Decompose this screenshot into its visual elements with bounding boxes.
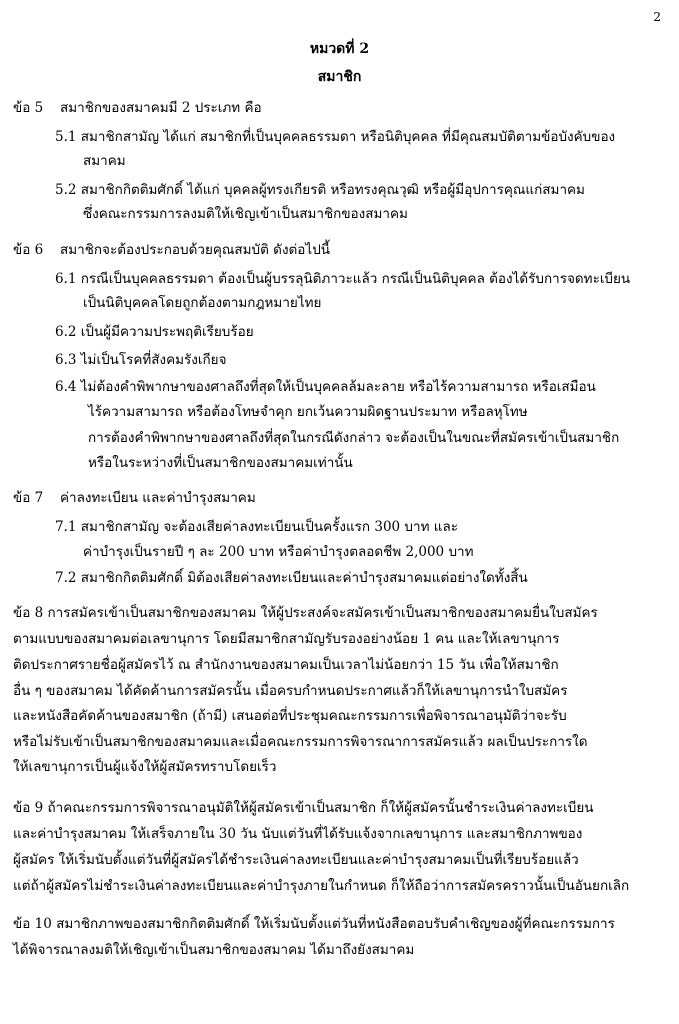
section-9-line-1-text: ข้อ 9 ถ้าคณะกรรมการพิจารณาอนุมัติให้ผู้สมัครเข้าเป็นสมาชิก ก็ให้ผู้สมัครนั้นชำระเงินค่าลงทะเบียน bbox=[13, 800, 594, 816]
section-7-heading-text: ค่าลงทะเบียน และค่าบำรุงสมาคม bbox=[60, 490, 256, 506]
section-6-4-line-2-text: ไร้ความสามารถ หรือต้องโทษจำคุก ยกเว้นความผิดฐานประมาท หรือลหุโทษ bbox=[88, 404, 528, 420]
section-5-heading bbox=[60, 99, 262, 117]
section-6-heading-text: สมาชิกจะต้องประกอบด้วยคุณสมบัติ ดังต่อไปนี้ bbox=[60, 242, 331, 258]
section-6-4-line-3-text: การต้องคำพิพากษาของศาลถึงที่สุดในกรณีดังกล่าว จะต้องเป็นในขณะที่สมัครเข้าเป็นสมาชิก bbox=[88, 430, 620, 446]
section-8-line-4-text: อื่น ๆ ของสมาคม ได้คัดค้านการสมัครนั้น เมื่อครบกำหนดประกาศแล้วก็ให้เลขานุการนำใบสมัคร bbox=[13, 683, 568, 699]
section-6-1-line-1-text: 6.1 กรณีเป็นบุคคลธรรมดา ต้องเป็นผู้บรรลุนิติภาวะแล้ว กรณีเป็นนิติบุคคล ต้องได้รับการจดทะเบียน bbox=[55, 271, 631, 287]
section-6-4-line-3 bbox=[88, 429, 662, 447]
section-6-1-line-2 bbox=[83, 294, 413, 312]
section-8-line-3 bbox=[13, 656, 613, 674]
section-6-4-line-1-text: 6.4 ไม่ต้องคำพิพากษาของศาลถึงที่สุดให้เป็นบุคคลล้มละลาย หรือไร้ความสามารถ หรือเสมือน bbox=[55, 379, 596, 395]
section-7-number: ข้อ 7 bbox=[13, 490, 44, 506]
section-9-line-4 bbox=[13, 877, 665, 895]
section-5-heading-text: สมาชิกของสมาคมมี 2 ประเภท คือ bbox=[60, 100, 262, 116]
section-9-line-1 bbox=[13, 799, 663, 817]
section-6-1-line-1 bbox=[55, 270, 665, 288]
section-5-1-line-2 bbox=[83, 152, 126, 170]
section-8-line-3-text: ติดประกาศรายชื่อผู้สมัครไว้ ณ สำนักงานของสมาคมเป็นเวลาไม่น้อยกว่า 15 วัน เพื่อให้สมาชิก bbox=[13, 657, 559, 673]
section-8-line-2-text: ตามแบบของสมาคมต่อเลขานุการ โดยมีสมาชิกสามัญรับรองอย่างน้อย 1 คน และให้เลขานุการ bbox=[13, 631, 560, 647]
section-7-1-line-1 bbox=[55, 518, 507, 536]
section-6-4-line-4-text: หรือในระหว่างที่เป็นสมาชิกของสมาคมเท่านั้น bbox=[88, 455, 353, 471]
section-5-1-line-2-text: สมาคม bbox=[83, 153, 126, 169]
section-8-line-4 bbox=[13, 682, 621, 700]
section-5-1-line-1-text: 5.1 สมาชิกสามัญ ได้แก่ สมาชิกที่เป็นบุคคลธรรมดา หรือนิติบุคคล ที่มีคุณสมบัติตามข้อบังคับของ bbox=[55, 129, 616, 145]
section-7-heading bbox=[60, 489, 292, 507]
section-8-line-6 bbox=[13, 733, 629, 751]
section-5-2-line-1 bbox=[55, 181, 655, 199]
section-8-line-5 bbox=[13, 707, 623, 725]
section-7-2-text: 7.2 สมาชิกกิตติมศักดิ์ มิต้องเสียค่าลงทะเบียนและค่าบำรุงสมาคมแต่อย่างใดทั้งสิ้น bbox=[55, 570, 528, 586]
section-5-2-line-2 bbox=[83, 205, 495, 223]
section-10-line-2-text: ได้พิจารณาลงมติให้เชิญเข้าเป็นสมาชิกของสมาคม ได้มาถึงยังสมาคม bbox=[13, 942, 415, 958]
section-9-line-3 bbox=[13, 851, 653, 869]
section-6-4-line-2 bbox=[88, 403, 558, 421]
section-9-line-4-text: แต่ถ้าผู้สมัครไม่ชำระเงินค่าลงทะเบียนและค่าบำรุงภายในกำหนด ก็ให้ถือว่าการสมัครคราวนั้นเป็นอันยกเลิก bbox=[13, 878, 630, 894]
section-6-3 bbox=[55, 351, 267, 369]
section-9-line-2-text: และค่าบำรุงสมาคม ให้เสร็จภายใน 30 วัน นับแต่วันที่ได้รับแจ้งจากเลขานุการ และสมาชิกภาพของ bbox=[13, 826, 583, 842]
page-number: 2 bbox=[653, 10, 661, 24]
section-7-1-line-2-text: ค่าบำรุงเป็นรายปี ๆ ละ 200 บาท หรือค่าบำรุงตลอดชีพ 2,000 บาท bbox=[83, 544, 474, 560]
section-6-3-text: 6.3 ไม่เป็นโรคที่สังคมรังเกียจ bbox=[55, 352, 227, 368]
section-10-line-1-text: ข้อ 10 สมาชิกภาพของสมาชิกกิตติมศักดิ์ ให้เริ่มนับตั้งแต่วันที่หนังสือตอบรับคำเชิญของผู้ที่คณะกรรมการ bbox=[13, 916, 615, 932]
section-5-2-line-1-text: 5.2 สมาชิกกิตติมศักดิ์ ได้แก่ บุคคลผู้ทรงเกียรติ หรือทรงคุณวุฒิ หรือผู้มีอุปการคุณแก่สมาคม bbox=[55, 182, 585, 198]
section-6-2 bbox=[55, 323, 313, 341]
section-8-line-7-text: ให้เลขานุการเป็นผู้แจ้งให้ผู้สมัครทราบโดยเร็ว bbox=[13, 759, 277, 775]
section-8-line-1-text: ข้อ 8 การสมัครเข้าเป็นสมาชิกของสมาคม ให้ผู้ประสงค์จะสมัครเข้าเป็นสมาชิกของสมาคมยื่นใบสมัคร bbox=[13, 605, 598, 621]
section-6-2-text: 6.2 เป็นผู้มีความประพฤติเรียบร้อย bbox=[55, 324, 254, 340]
section-5-2-line-2-text: ซึ่งคณะกรรมการลงมติให้เชิญเข้าเป็นสมาชิกของสมาคม bbox=[83, 206, 408, 222]
section-7-1-line-2 bbox=[83, 543, 503, 561]
section-6-1-line-2-text: เป็นนิติบุคคลโดยถูกต้องตามกฎหมายไทย bbox=[83, 295, 322, 311]
section-6-4-line-1 bbox=[55, 378, 645, 396]
section-6-heading bbox=[60, 241, 370, 259]
section-7-1-line-1-text: 7.1 สมาชิกสามัญ จะต้องเสียค่าลงทะเบียนเป็นครั้งแรก 300 บาท และ bbox=[55, 519, 458, 535]
section-8-line-7 bbox=[13, 758, 313, 776]
section-8-line-2 bbox=[13, 630, 593, 648]
section-6-4-line-4 bbox=[88, 454, 356, 472]
section-9-line-2 bbox=[13, 825, 643, 843]
section-5-number: ข้อ 5 bbox=[13, 100, 44, 116]
section-9-line-3-text: ผู้สมัคร ให้เริ่มนับตั้งแต่วันที่ผู้สมัครได้ชำระเงินค่าลงทะเบียนและค่าบำรุงสมาคมเป็นที่เรียบร้อยแล้ว bbox=[13, 852, 579, 868]
section-10-line-1 bbox=[13, 915, 665, 933]
section-5-1-line-1 bbox=[55, 128, 663, 146]
section-6-number: ข้อ 6 bbox=[13, 242, 44, 258]
section-8-line-1 bbox=[13, 604, 663, 622]
chapter-subtitle: สมาชิก bbox=[317, 69, 362, 85]
section-8-line-5-text: และหนังสือคัดค้านของสมาชิก (ถ้ามี) เสนอต่อที่ประชุมคณะกรรมการเพื่อพิจารณาอนุมัติว่าจะรับ bbox=[13, 708, 567, 724]
section-7-2 bbox=[55, 569, 619, 587]
section-8-line-6-text: หรือไม่รับเข้าเป็นสมาชิกของสมาคมและเมื่อคณะกรรมการพิจารณาการสมัครแล้ว ผลเป็นประการใด bbox=[13, 734, 588, 750]
section-10-line-2 bbox=[13, 941, 443, 959]
chapter-title: หมวดที่ 2 bbox=[309, 41, 370, 57]
